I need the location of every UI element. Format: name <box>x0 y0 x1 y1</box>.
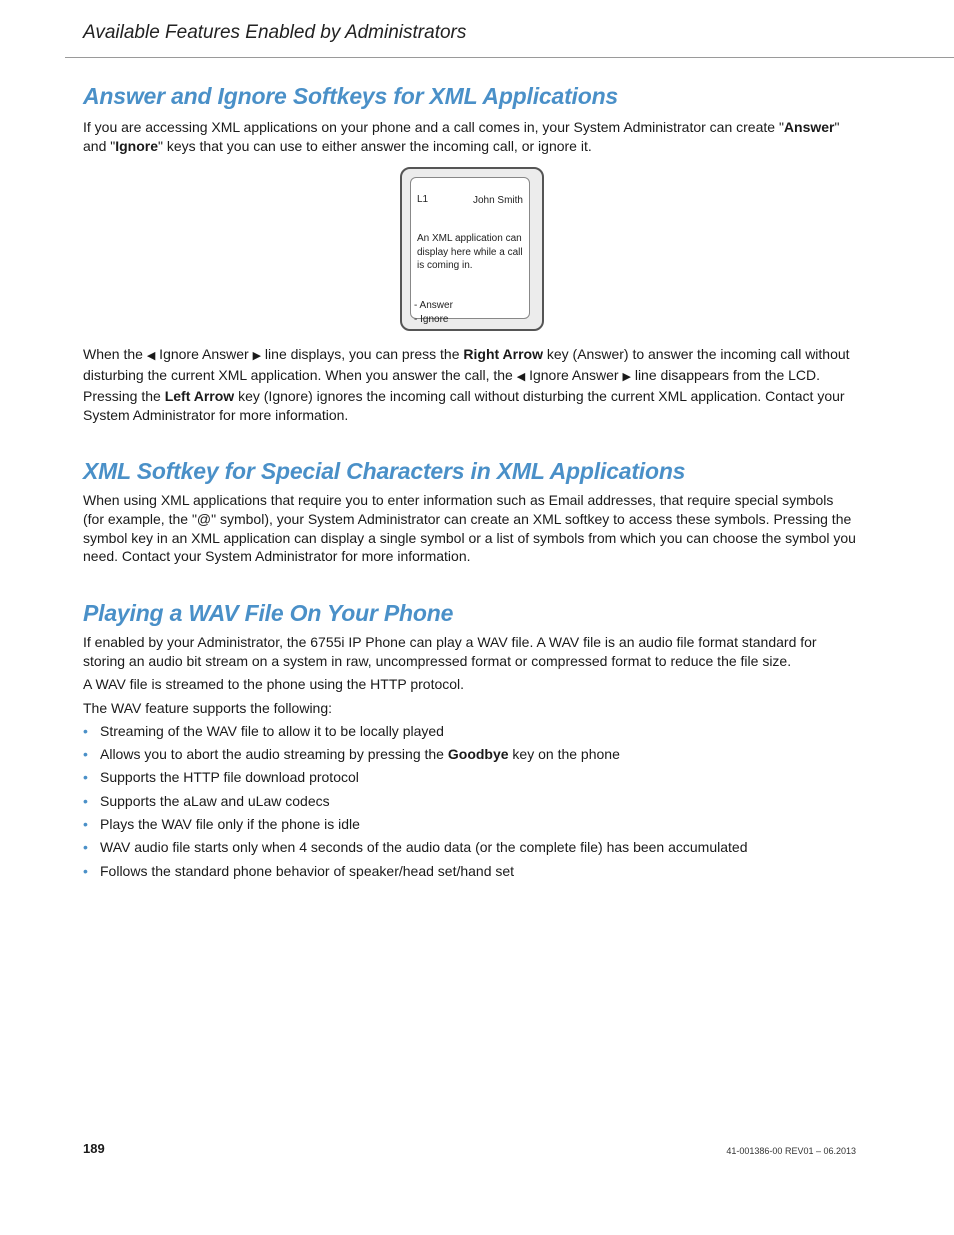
document-id: 41-001386-00 REV01 – 06.2013 <box>726 1146 856 1156</box>
bullet-icon: • <box>83 792 88 809</box>
bullet-icon: • <box>83 839 88 856</box>
ignore-key-label: Ignore <box>115 137 158 154</box>
header-divider <box>65 57 954 58</box>
list-item: • Supports the HTTP file download protocol <box>83 769 359 786</box>
special-characters-body: When using XML applications that require you to enter information such as Email addresses, that require special symbols (for example, the "@" symbol), your System Administrator can create an XML softkey to access these symbols. Pressing the symbol key in an XML application can display a single symbol or a list of symbols from which you can choose the symbol you need. Contact your System Administrator for more information. <box>83 492 856 565</box>
page-number: 189 <box>83 1141 105 1156</box>
list-item: • Streaming of the WAV file to allow it to be locally played <box>83 722 444 739</box>
left-arrow-key-label: Left Arrow <box>164 387 235 404</box>
phone-illustration <box>83 155 858 345</box>
page-content <box>83 80 858 885</box>
bullet-icon: • <box>83 769 88 786</box>
left-arrow-icon: ◀ <box>516 371 526 384</box>
lcd-message: An XML application can display here while a call is coming in. <box>417 233 523 272</box>
section-wav-file <box>83 600 858 880</box>
section-heading-answer-ignore: Answer and Ignore Softkeys for XML Applications <box>83 83 619 109</box>
right-arrow-icon: ▶ <box>622 371 631 384</box>
right-arrow-key-label: Right Arrow <box>463 346 543 363</box>
lcd-softkey-ignore: - Ignore <box>414 313 449 325</box>
wav-streaming-note: A WAV file is streamed to the phone using the HTTP protocol. <box>83 676 465 693</box>
phone-lcd-screen <box>410 177 530 325</box>
bullet-icon: • <box>83 816 88 833</box>
right-arrow-icon: ▶ <box>252 350 262 363</box>
list-item: • Allows you to abort the audio streaming by pressing the Goodbye key on the phone <box>83 746 620 763</box>
wav-intro: If enabled by your Administrator, the 6755i IP Phone can play a WAV file. A WAV file is an audio file format standard for storing an audio bit stream on a system in raw, uncompressed format or compressed format to reduce the file size. <box>83 634 817 669</box>
answer-ignore-intro: If you are accessing XML applications on your phone and a call comes in, your System Administrator can create "Answer" and "Ignore" keys that you can use to either answer the incoming call, or ignore it. <box>83 119 840 154</box>
phone-bezel <box>400 167 544 331</box>
left-arrow-icon: ◀ <box>146 350 156 363</box>
section-heading-special-characters: XML Softkey for Special Characters in XML Applications <box>83 458 686 485</box>
wav-supports-lead: The WAV feature supports the following: <box>83 700 333 717</box>
lcd-line-indicator: L1 <box>417 194 429 206</box>
list-item: • Follows the standard phone behavior of speaker/head set/hand set <box>83 862 515 879</box>
lcd-softkey-answer: - Answer <box>414 300 453 312</box>
wav-features-list <box>83 722 858 880</box>
answer-ignore-body: When the ◀ Ignore Answer ▶ line displays, you can press the Right Arrow key (Answer) to answer the incoming call without disturbing the current XML application. When you answer the call, the ◀ Ignore Answer ▶ line disappears from the LCD. Pressing the Left Arrow key (Ignore) ignores the incoming call without disturbing the current XML application. Contact your System Administrator for more information. <box>83 346 850 423</box>
bullet-icon: • <box>83 722 88 739</box>
list-item: • Supports the aLaw and uLaw codecs <box>83 792 330 809</box>
bullet-icon: • <box>83 746 88 763</box>
section-special-characters <box>83 458 858 566</box>
lcd-caller-name: John Smith <box>472 195 523 207</box>
goodbye-key-label: Goodbye <box>447 746 509 763</box>
section-answer-ignore <box>83 80 858 424</box>
answer-key-label: Answer <box>783 119 835 135</box>
lcd-softkeys <box>414 299 453 326</box>
section-heading-wav-file: Playing a WAV File On Your Phone <box>83 600 454 627</box>
list-item: • Plays the WAV file only if the phone is idle <box>83 816 360 833</box>
page-header-title: Available Features Enabled by Administrators <box>83 22 467 43</box>
list-item: • WAV audio file starts only when 4 seconds of the audio data (or the complete file) has been accumulated <box>83 839 748 856</box>
bullet-icon: • <box>83 862 88 879</box>
